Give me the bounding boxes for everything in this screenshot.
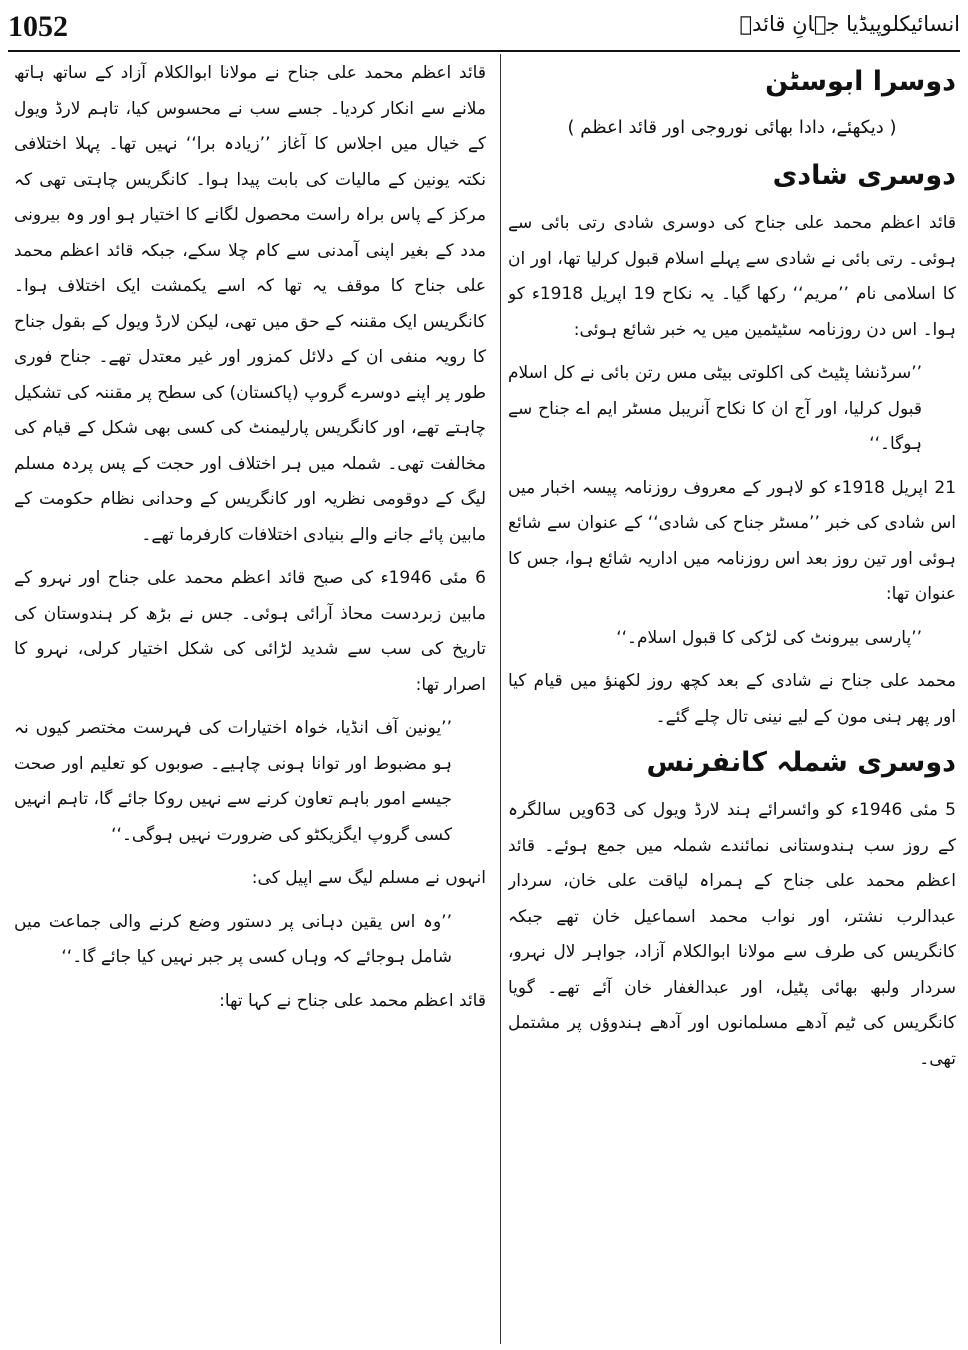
page-header bbox=[8, 6, 960, 50]
header-divider bbox=[8, 50, 960, 52]
right-column bbox=[508, 56, 956, 1344]
paragraph: 6 مئی 1946ء کی صبح قائد اعظم محمد علی جناح اور نہرو کے مابین زبردست محاذ آرائی ہوئی۔ جس نے بڑھ کر ہندوستان کی تاریخ کی سب سے شدید لڑائی کی شکل اختیار کرلی، نہرو کا اصرار تھا: bbox=[14, 568, 486, 695]
quotation: ’’یونین آف انڈیا، خواہ اختیارات کی فہرست مختصر کیوں نہ ہو مضبوط اور توانا ہونی چاہیے۔ صوبوں کو تعلیم اور صحت جیسے امور باہم تعاون کرنے سے نہیں روکا جائے گا، تاہم انہیں کسی گروپ ایگزیکٹو کی ضرورت نہیں ہوگی۔‘‘ bbox=[14, 718, 452, 845]
paragraph: انہوں نے مسلم لیگ سے اپیل کی: bbox=[251, 868, 486, 888]
quotation: ’’وہ اس یقین دہانی پر دستور وضع کرنے والی جماعت میں شامل ہوجائے کہ وہاں کسی پر جبر نہیں کیا جائے گا۔‘‘ bbox=[14, 911, 452, 967]
quotation: ’’پارسی بیرونٹ کی لڑکی کا قبول اسلام۔‘‘ bbox=[616, 627, 922, 648]
quotation: ’’سرڈنشا پٹیٹ کی اکلوتی بیٹی مس رتن بائی نے کل اسلام قبول کرلیا، اور آج ان کا نکاح آنریبل مسٹر ایم اے جناح سے ہوگا۔‘‘ bbox=[508, 363, 922, 454]
paragraph: قائد اعظم محمد علی جناح نے کہا تھا: bbox=[219, 990, 486, 1011]
paragraph: 21 اپریل 1918ء کو لاہور کے معروف روزنامہ پیسہ اخبار میں اس شادی کی خبر ’’مسٹر جناح کی شادی‘‘ کے عنوان سے شائع ہوئی اور تین روز بعد اس روزنامہ میں اداریہ شائع ہوا، جس کا عنوان تھا: bbox=[508, 477, 956, 604]
column-divider bbox=[500, 54, 501, 1344]
page-number: 1052 bbox=[8, 10, 68, 43]
running-title: انسائیکلوپیڈیا جہانِ قائدؒ bbox=[739, 12, 960, 36]
section-heading: دوسری شملہ کانفرنس bbox=[646, 747, 956, 778]
section-heading: دوسرا ابوسٹن bbox=[765, 66, 956, 97]
paragraph: 5 مئی 1946ء کو وائسرائے ہند لارڈ ویول کی 63ویں سالگرہ کے روز سب ہندوستانی نمائندے شملہ میں جمع ہوئے۔ قائد اعظم محمد علی جناح کے ہمراہ لیاقت علی خان، سردار عبدالرب نشتر، اور نواب محمد اسماعیل خان تھے جبکہ کانگریس کی طرف سے مولانا ابوالکلام آزاد، جواہر لال نہرو، سردار ولبھ بھائی پٹیل، اور عبدالغفار خان آئے تھے۔ گویا کانگریس کی ٹیم آدھے مسلمانوں اور آدھے ہندوؤں پر مشتمل تھی۔ bbox=[508, 800, 956, 1069]
paragraph: قائد اعظم محمد علی جناح نے مولانا ابوالکلام آزاد کے ساتھ ہاتھ ملانے سے انکار کردیا۔ جسے سب نے محسوس کیا، تاہم لارڈ ویول کے خیال میں اجلاس کا آغاز ’’زیادہ برا‘‘ نہیں تھا۔ پہلا اختلافی نکتہ یونین کے مالیات کی بابت پیدا ہوا۔ کانگریس چاہتی تھی کہ مرکز کے پاس براہ راست محصول لگانے کا اختیار ہو اور وہ بیرونی مدد کے بغیر اپنی آمدنی سے کام چلا سکے، جبکہ قائد اعظم محمد علی جناح کا موقف یہ تھا کہ اسے یکمشت ایک اختلاف ہوا۔ کانگریس ایک مقننہ کے حق میں تھی، لیکن لارڈ ویول کے بقول جناح کا رویہ منفی ان کے دلائل کمزور اور غیر معتدل تھے۔ جناح فوری طور پر اپنے دوسرے گروپ (پاکستان) کی سطح پر مقننہ کی تشکیل چاہتے تھے، اور کانگریس پارلیمنٹ کی کسی بھی شکل کے قیام کی مخالفت تھی۔ شملہ میں ہر اختلاف اور حجت کے پس پردہ مسلم لیگ کے دوقومی نظریہ اور کانگریس کے وحدانی نظام حکومت کے مابین پائے جانے والے بنیادی اختلافات کارفرما تھے۔ bbox=[14, 63, 486, 545]
cross-reference: ( دیکھئے، دادا بھائی نوروجی اور قائد اعظم ) bbox=[567, 117, 897, 138]
left-column bbox=[14, 56, 486, 1344]
section-heading: دوسری شادی bbox=[772, 160, 956, 191]
paragraph: محمد علی جناح نے شادی کے بعد کچھ روز لکھنؤ میں قیام کیا اور پھر ہنی مون کے لیے نینی تال چلے گئے۔ bbox=[508, 671, 956, 727]
paragraph: قائد اعظم محمد علی جناح کی دوسری شادی رتی بائی سے ہوئی۔ رتی بائی نے شادی سے پہلے اسلام قبول کرلیا تھا، اور ان کا اسلامی نام ’’مریم‘‘ رکھا گیا۔ یہ نکاح 19 اپریل 1918ء کو ہوا۔ اس دن روزنامہ سٹیٹمین میں یہ خبر شائع ہوئی: bbox=[508, 213, 956, 340]
